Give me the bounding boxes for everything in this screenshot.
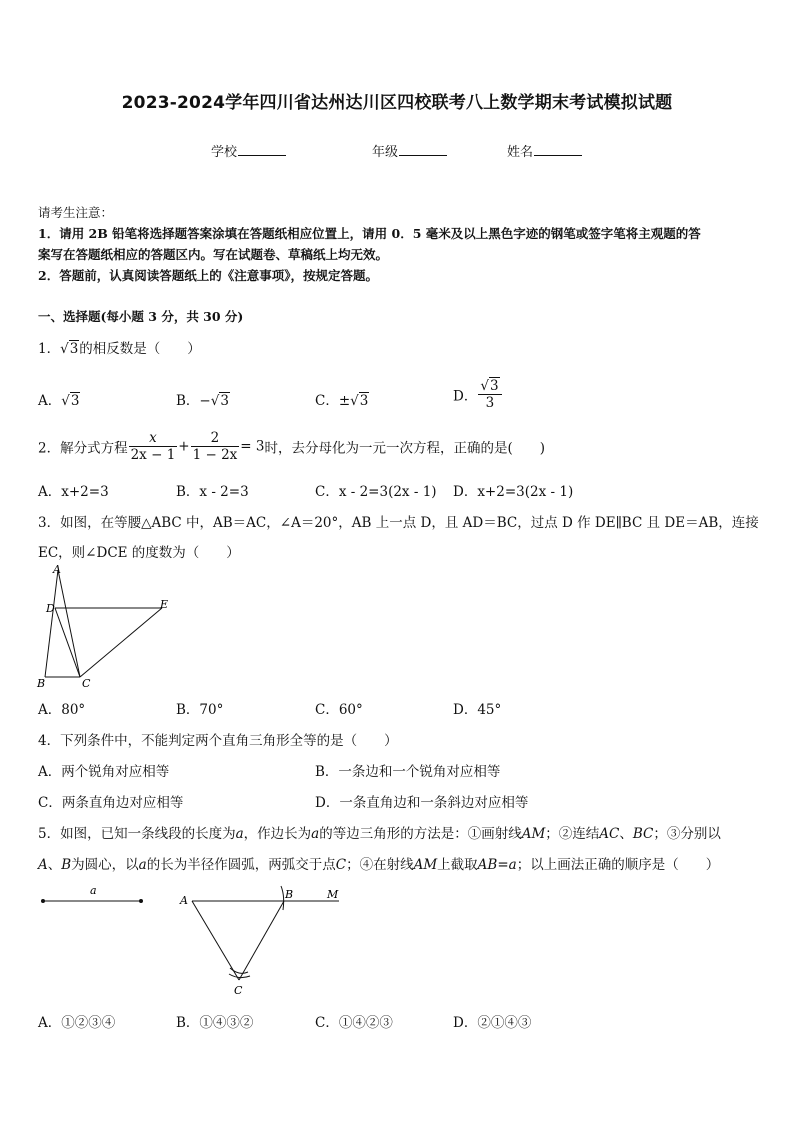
q2-fraction-1: $\frac{x}{2x - 1}$ [130, 430, 176, 463]
q5-option-d[interactable]: D．②①④③ [453, 1015, 532, 1031]
school-field [211, 141, 286, 160]
question-4: 4．下列条件中，不能判定两个直角三角形全等的是（ ） [38, 733, 398, 749]
q3-option-b[interactable]: B．70° [176, 702, 224, 718]
q5-option-b[interactable]: B．①④③② [176, 1015, 254, 1031]
q5-construction-figure [34, 880, 354, 1000]
segment-endpoint-left [41, 899, 45, 903]
question-5-line-2: A、B为圆心，以a的长为半径作圆弧，两弧交于点C；④在射线AM上截取AB=a；以上画法正确的顺序是（ ） [38, 857, 720, 873]
page-title: 2023-2024学年四川省达州达川区四校联考八上数学期末考试模拟试题 [121, 93, 673, 113]
label-A: A [180, 894, 188, 907]
grade-field [372, 141, 447, 160]
name-field [507, 141, 582, 160]
q2-fraction-2: $\frac{2}{1 - 2x}$ [192, 430, 238, 463]
q3-option-d[interactable]: D．45° [453, 702, 502, 718]
label-B: B [37, 677, 46, 690]
label-B: B [285, 888, 294, 901]
q4-option-b[interactable]: B．一条边和一个锐角对应相等 [315, 764, 501, 780]
note-item-2: 2．答题前，认真阅读答题纸上的《注意事项》，按规定答题。 [38, 268, 378, 283]
question-3-line-2: EC，则∠DCE 的度数为（ ） [38, 545, 240, 561]
question-2: 2．解分式方程 $\frac{x}{2x - 1}$ + $\frac{2}{1 - 2x}$ = 3时，去分母化为一元一次方程，正确的是( ) [38, 430, 546, 463]
q3-option-c[interactable]: C．60° [315, 702, 363, 718]
name-blank [534, 143, 582, 156]
school-label: 学校 [211, 145, 238, 160]
label-A: A [53, 563, 61, 576]
q4-option-d[interactable]: D．一条直角边和一条斜边对应相等 [315, 795, 529, 811]
q1-option-d[interactable]: D． $\frac{√3}{3}$ [453, 378, 503, 411]
note-item-1-line-1: 1．请用 2B 铅笔将选择题答案涂填在答题纸相应位置上，请用 0．5 毫米及以上黑色字迹的钢笔或签字笔将主观题的答 [38, 226, 701, 241]
label-a: a [90, 884, 97, 897]
label-E: E [160, 598, 169, 611]
question-1 [38, 337, 201, 357]
q1-option-a[interactable]: A．√3 [38, 393, 80, 409]
q2-option-d[interactable]: D．x+2=3(2x - 1) [453, 484, 574, 500]
q2-option-b[interactable]: B．x - 2=3 [176, 484, 249, 500]
q3-option-a[interactable]: A．80° [38, 702, 86, 718]
name-label: 姓名 [507, 145, 534, 160]
q3-triangle-figure [34, 562, 184, 692]
grade-blank [399, 143, 447, 156]
notes-heading: 请考生注意： [38, 205, 114, 220]
q4-option-a[interactable]: A．两个锐角对应相等 [38, 764, 170, 780]
q1-number: 1． [38, 341, 61, 357]
sqrt-3: √3 [60, 341, 79, 357]
section-heading: 一、选择题(每小题 3 分，共 30 分) [38, 309, 244, 324]
q1-option-c[interactable]: C．±√3 [315, 393, 369, 409]
q5-option-c[interactable]: C．①④②③ [315, 1015, 393, 1031]
label-C: C [234, 984, 243, 997]
q2-option-a[interactable]: A．x+2=3 [38, 484, 109, 500]
q1-stem: 的相反数是（ ） [79, 341, 201, 357]
label-D: D [46, 602, 55, 615]
segment-endpoint-right [139, 899, 143, 903]
q1-option-b[interactable]: B．−√3 [176, 393, 229, 409]
q4-option-c[interactable]: C．两条直角边对应相等 [38, 795, 184, 811]
q2-option-c[interactable]: C．x - 2=3(2x - 1) [315, 484, 437, 500]
grade-label: 年级 [372, 145, 399, 160]
label-C: C [82, 677, 91, 690]
q5-option-a[interactable]: A．①②③④ [38, 1015, 116, 1031]
school-blank [238, 143, 286, 156]
question-5-line-1: 5．如图，已知一条线段的长度为a，作边长为a的等边三角形的方法是：①画射线AM；②连结AC、BC；③分别以 [38, 826, 721, 842]
note-item-1-line-2: 案写在答题纸相应的答题区内。写在试题卷、草稿纸上均无效。 [38, 247, 389, 262]
label-M: M [327, 888, 339, 901]
question-3-line-1: 3．如图，在等腰△ABC 中，AB＝AC，∠A＝20°，AB 上一点 D，且 AD＝BC，过点 D 作 DE∥BC 且 DE＝AB，连接 [38, 515, 759, 531]
